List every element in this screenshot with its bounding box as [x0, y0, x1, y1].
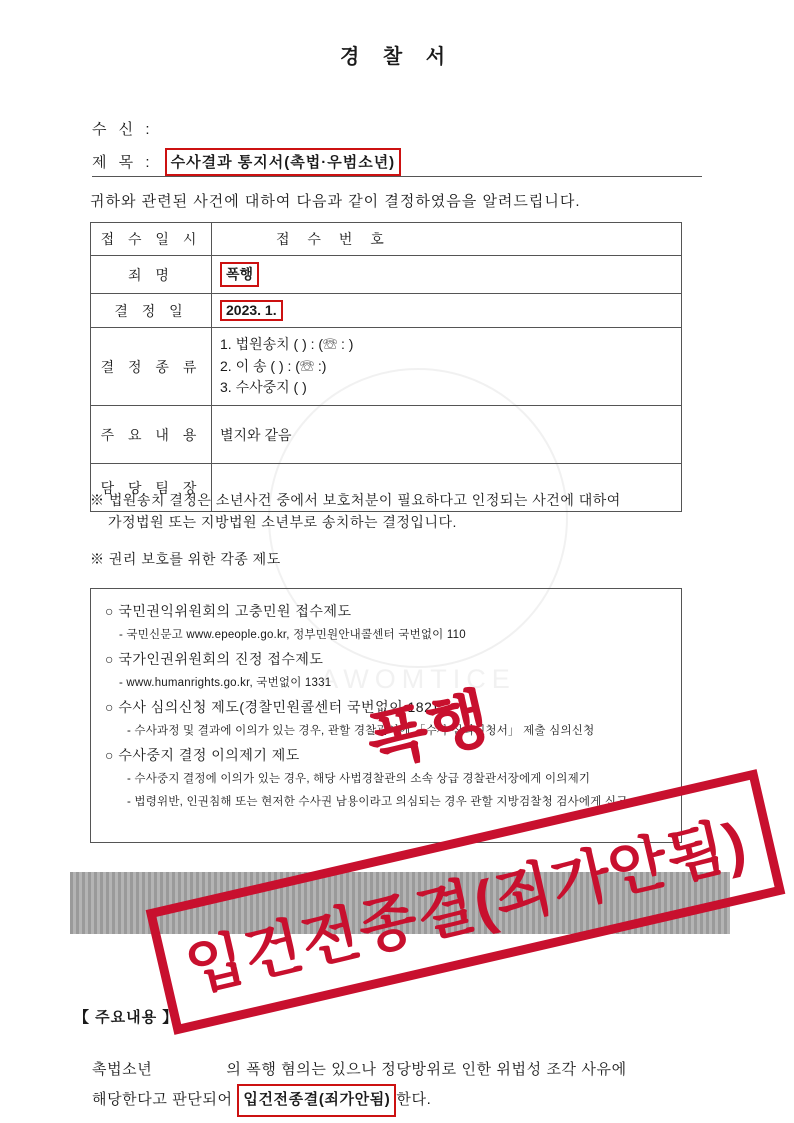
page-title: 경 찰 서 [339, 46, 455, 68]
watermark-text: AWOMTICE [320, 664, 516, 694]
recipient-label: 수 신 : [92, 121, 154, 138]
minor-statement: 의 폭행 혐의는 있으나 정당방위로 인한 위법성 조각 사유에 [226, 1061, 627, 1078]
main-content-line-2 [92, 1084, 732, 1117]
decision-option-2: 2. 이 송 ( ) : (☏ :) [220, 357, 327, 374]
minor-label: 촉법소년 [92, 1061, 153, 1078]
decision-option-1: 1. 법원송치 ( ) : (☏ : ) [220, 336, 354, 352]
cell-label-receipt-datetime: 접 수 일 시 [91, 223, 212, 256]
table-row [91, 406, 682, 464]
rights-item: - 법령위반, 인권침해 또는 현저한 수사권 남용이라고 의심되는 경우 관할 지방검찰청 검사에게 신고 [127, 796, 628, 808]
rights-item: ○ 수사 심의신청 제도(경찰민원콜센터 국번없이 182) [105, 699, 438, 715]
table-row [91, 256, 682, 294]
conclusion-prefix: 해당한다고 판단되어 [92, 1090, 233, 1108]
table-row [91, 294, 682, 328]
rights-item: - www.humanrights.go.kr, 국번없이 1331 [119, 677, 332, 689]
conclusion-suffix: 한다. [396, 1090, 432, 1108]
cell-label-decision-type: 결 정 종 류 [91, 328, 212, 406]
main-content-heading: 【 주요내용 】 [74, 1009, 179, 1026]
stamp-case-closed: 입건전종결(죄가안됨) [146, 769, 785, 1035]
subject-label: 제 목 : [92, 154, 154, 171]
intro-text: 귀하와 관련된 사건에 대하여 다음과 같이 결정하였음을 알려드립니다. [90, 193, 581, 210]
subject-row [92, 148, 401, 176]
cell-value-decision-type [212, 328, 682, 406]
main-content-body [92, 1056, 732, 1117]
table-row [91, 223, 682, 256]
note-court-transfer [90, 489, 690, 534]
cell-value-decision-date [212, 294, 682, 328]
table-row [91, 328, 682, 406]
main-content-line-1 [92, 1056, 732, 1084]
cell-label-decision-date: 결 정 일 [91, 294, 212, 328]
subject-value-highlight: 수사결과 통지서(촉법·우범소년) [165, 148, 402, 176]
cell-receipt-number [212, 223, 682, 256]
receipt-number-label: 접 수 번 호 [276, 231, 391, 247]
decision-table [90, 222, 682, 512]
recipient-row [92, 118, 153, 139]
decision-date-highlight: 2023. 1. [220, 300, 283, 321]
decision-option-3: 3. 수사중지 ( ) [220, 379, 307, 396]
cell-label-charge: 죄 명 [91, 256, 212, 294]
cell-label-main-content: 주 요 내 용 [91, 406, 212, 464]
conclusion-highlight: 입건전종결(죄가안됨) [237, 1084, 396, 1117]
rights-item: - 수사과정 및 결과에 이의가 있는 경우, 관할 경찰관서에 「수사 심의신청서」 제출 심의신청 [127, 725, 595, 737]
cell-value-main-content: 별지와 같음 [212, 406, 682, 464]
rights-protection-box [90, 588, 682, 843]
redacted-band [70, 872, 730, 934]
rights-item: ○ 수사중지 결정 이의제기 제도 [105, 747, 300, 763]
note-1-line-2: 가정법원 또는 지방법원 소년부로 송치하는 결정입니다. [108, 514, 457, 531]
rights-item: ○ 국가인권위원회의 진정 접수제도 [105, 651, 324, 667]
rights-item: ○ 국민권익위원회의 고충민원 접수제도 [105, 603, 352, 619]
rights-item: - 수사중지 결정에 이의가 있는 경우, 해당 사법경찰관의 소속 상급 경찰관서장에게 이의제기 [127, 773, 591, 785]
rights-item: - 국민신문고 www.epeople.go.kr, 정부민원안내콜센터 국번없이 110 [119, 629, 466, 641]
charge-value-highlight: 폭행 [220, 262, 259, 287]
cell-value-charge [212, 256, 682, 294]
note-rights-heading: ※ 권리 보호를 위한 각종 제도 [90, 551, 281, 567]
note-1-line-1: ※ 법원송치 결정은 소년사건 중에서 보호처분이 필요하다고 인정되는 사건에 대하여 [90, 492, 621, 508]
stamp-assault: 폭행 [361, 682, 498, 778]
cell-label-team-leader: 담 당 팀 장 [91, 464, 212, 512]
header-divider [92, 176, 702, 177]
